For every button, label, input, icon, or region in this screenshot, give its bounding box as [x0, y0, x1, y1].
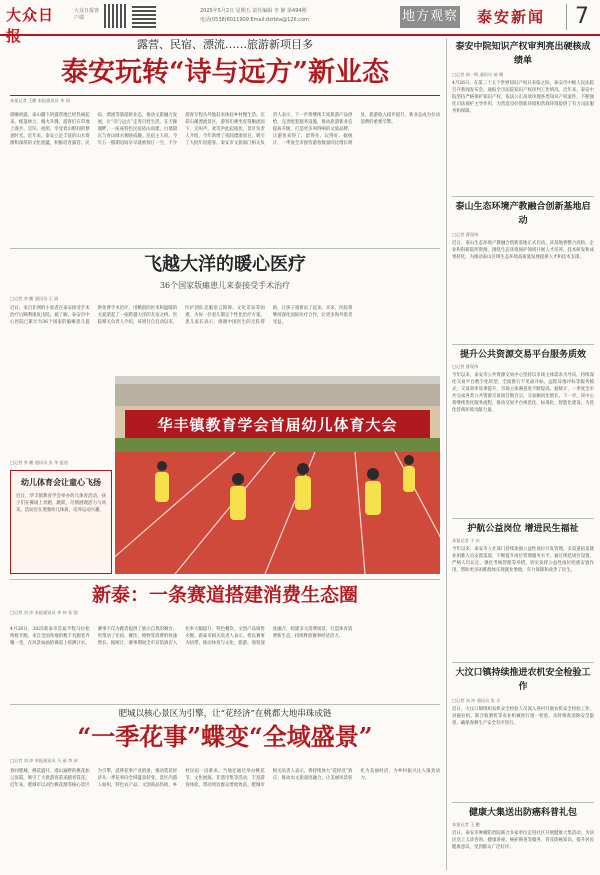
section-tag-gray: 地方观察	[400, 6, 460, 28]
divider	[452, 344, 594, 345]
qr-code-icon	[132, 4, 156, 28]
contact-line: 电话(0538)6011909 Email:dzrbta@126.com	[200, 17, 309, 23]
r1-byline: □记者 郭一鸣 通讯员 郝 娜	[452, 72, 504, 77]
divider	[452, 196, 594, 197]
r2-body: 近日，泰山生态环境产教融合创新基地正式启动。该基地将整合高校、企业和科研院所资源，围绕生态环境保护领域开展人才培养、技术研发和成果转化，为推动泰山区域生态环境高质量发展提供人才和技术支撑。	[452, 241, 594, 260]
divider	[10, 704, 440, 705]
divider	[452, 802, 594, 803]
photo-kids-running	[115, 376, 440, 574]
newspaper-logo: 大众日报	[6, 6, 55, 45]
article2-body: 近日，来自非洲的小患者在泰安接受手术治疗后顺利康复出院。据了解，泰安市中心医院已累计为36个国家的脑瘫患儿提供免费手术治疗，用精湛的医术和温暖的关爱架起了一座跨越大洋的友谊之桥。医院相关负责人介绍，该项目自启动以来，医护团队克服语言障碍、文化差异等困难，为每一位患儿制定个性化治疗方案。患儿家长表示，感谢中国医生的无私帮助，让孩子重新站了起来。未来，医院将继续深化国际医疗合作，让更多海外患者受益。	[10, 306, 353, 325]
article4-deck: 肥城以核心景区为引擎，让“花经济”在桃都大地串珠成链	[118, 709, 332, 719]
column-divider	[446, 38, 447, 870]
article2-deck: 36个国家版瘫患儿来泰接受手术治疗	[159, 281, 291, 290]
article4-body: 春回肥城，桃花盛开。漫山遍野的桃花如云似霞，吸引了大批游客前来踏青赏花。近年来，肥城市以刘台桃花源等核心景区为引擎，延伸花事产业链条，推动赏花经济从一季花事向全域盛景转变。景区内游人如织，特色农产品、文创商品热销，乡村民宿一房难求。当地还通过举办桃花节、文化展演、非遗市集等活动，丰富游客体验，带动周边群众增收致富。肥城市相关负责人表示，将持续放大“花经济”效应，推动农文旅深度融合，让美丽风景转化为美丽经济，为乡村振兴注入强劲动力。	[10, 769, 440, 788]
r3-body: 今年以来，泰安市公共资源交易中心坚持以市场主体需求为导向，持续深化交易平台数字化转型，全面推行不见面开标、远程异地评标等服务模式，交易效率显著提升，市场主体满意度不断提高。据统计，一季度全市共完成各类公共资源交易项目数百宗，交易额同比增长。下一步，该中心将继续优化服务流程，推动交易平台规范化、标准化、智能化建设，为优化营商环境贡献力量。	[452, 373, 594, 413]
sidebox	[10, 470, 112, 574]
divider	[452, 518, 594, 519]
article2-byline: □记者 李 鹏 通讯员 王 丽	[10, 296, 59, 301]
section-tag-red: 泰安新闻	[476, 8, 545, 26]
sidebox-title: 幼儿体育会让童心飞扬	[21, 477, 101, 487]
article2-headline: 飞越大洋的暖心医疗	[144, 254, 306, 275]
article4-headline: “一季花事”蝶变“全域盛景”	[77, 722, 373, 751]
lead-byline: 本报记者 王鹏 本报通讯员 李 同	[10, 98, 70, 103]
r6-headline: 健康大集送出防癌科普礼包	[468, 808, 577, 818]
article4-byline: □记者 刘 冲 本报通讯员 马 丽 李 冰	[10, 758, 78, 763]
page-number: 7	[566, 4, 597, 30]
r4-headline: 护航公益岗位 增进民生福祉	[467, 524, 579, 534]
r4-byline: 本报记者 于 庆	[452, 538, 480, 543]
date-line: 2025年5月2日 星期五 责任编辑 李 静 第494期	[200, 8, 307, 14]
r5-body: 近日，大汶口镇组织农机安全检验人员深入各村开展农机安全检验工作，对拖拉机、联合收割机等农业机械进行逐一检验，及时排查消除安全隐患，确保春耕生产安全有序进行。	[452, 707, 594, 726]
r6-body: 近日，泰安市肿瘤防治院联合多家单位走进社区开展健康大集活动，为居民送上义诊咨询、健康讲座、癌症筛查等服务，普及防癌知识，提升居民健康意识，受到群众广泛好评。	[452, 831, 594, 850]
article3-headline: 新泰：一条赛道搭建消费生态圈	[91, 584, 358, 606]
r2-headline: 泰山生态环境产教融合创新基地启动	[455, 202, 591, 226]
logo-subtitle: 大众日报客户端	[74, 8, 100, 21]
r5-headline: 大汶口镇持续推进农机安全检验工作	[455, 668, 591, 692]
article3-body: 4月26日，2025新泰市首届半程马拉松鸣枪开跑，来自全国各地的数千名跑者齐聚一堂，在风景如画的赛道上挥洒汗水。赛事不仅为跑者提供了展示自我的舞台，更带动了住宿、餐饮、购物等消费的快速增长。据统计，赛事期间全市宾馆酒店入住率大幅提升，特色餐饮、文创产品销售火爆。新泰市相关负责人表示，将以赛事为纽带，推动体育与文化、旅游、商贸深度融合，构建多元消费场景，打造体育消费新生态，持续释放赛事经济活力。	[10, 627, 353, 646]
r5-byline: □记者 刘 冲 通讯员 张 丰	[452, 698, 501, 703]
r1-body: 4月26日，在第二十五个世界知识产权日来临之际，泰安市中级人民法院召开新闻发布会，通报全市法院知识产权审判工作情况。近年来，泰安中院坚持严格保护知识产权，依法公正高效审理各类知识产权案件，不断强化司法保护主导作用，为营造良好创新环境和营商环境提供了有力司法服务和保障。	[452, 81, 594, 114]
divider	[10, 248, 440, 249]
r1-headline: 泰安中院知识产权审判亮出硬核成绩单	[455, 42, 591, 66]
lead-kicker: 露营、民宿、漂流……旅游新项目多	[137, 38, 313, 51]
divider	[452, 662, 594, 663]
divider	[10, 95, 440, 96]
photo-banner: 华丰镇教育学会首届幼儿体育大会	[157, 416, 398, 434]
r3-byline: □记者 曹现伟	[452, 364, 479, 369]
r4-body: 今年以来，泰安市人社部门持续加强公益性岗位开发管理，多渠道拓宽就业困难人员安置渠道，不断提升岗位管理服务水平。通过规范岗位设置、严格人员认定、强化考核管理等举措，切实发挥公益性岗位兜底安置作用，帮助更多困难群体实现就业增收，有力保障和改善了民生。	[452, 547, 594, 573]
article3-byline: □记者 刘 冲 本报通讯员 李 伟 张 强	[10, 610, 78, 615]
lead-body: 晨曦初露，泰山脚下的露营地已经热闹起来。帐篷林立，烟火升腾，游客们在草地上漫步、烹饪、拍照，享受着山野间的惬意时光。近年来，泰安立足丰富的山水资源和深厚的文化底蕴，积极培育露营、民宿、漂流等旅游新业态，推动文旅融合发展，让“诗与远方”走进百姓生活。在天颐湖畔，一座座特色民宿依山而建，白墙黛瓦与青山绿水相映成趣。民宿主人说，今年五一假期房间早早就被预订一空，不少游客专程从外地赶来体验乡村慢生活。在彩石溪漂流景区，游客们乘坐皮筏顺流而下，尖叫声、欢笑声此起彼伏。景区负责人介绍，今年新增了夜间漂流项目，吸引了大批年轻游客。泰安市文旅部门相关负责人表示，下一步将继续丰富旅游产品供给，完善配套服务设施，推动旅游新业态提质升级，打造更多叫得响的文旅品牌，让游客来得了、留得住、玩得好。据统计，一季度全市接待游客数量同比增长明显，旅游收入稳步提升，新业态成为拉动消费的重要引擎。	[10, 113, 440, 146]
r3-headline: 提升公共资源交易平台服务质效	[459, 350, 586, 360]
r2-byline: □记者 曹现伟	[452, 232, 479, 237]
photo-caption: □记者 李 鹏 通讯员 张 华 报道	[10, 460, 69, 465]
lead-headline: 泰安玩转“诗与远方”新业态	[60, 57, 390, 88]
qr-code-icon	[104, 4, 128, 28]
divider	[10, 579, 440, 580]
sidebox-body: 近日，华丰镇教育学会举办幼儿体育活动，孩子们在操场上奔跑、跳跃，尽情展现活力与风采。活动旨在增强幼儿体质，培养运动兴趣。	[16, 494, 106, 513]
r6-byline: 本报记者 王 鹏	[452, 822, 480, 827]
